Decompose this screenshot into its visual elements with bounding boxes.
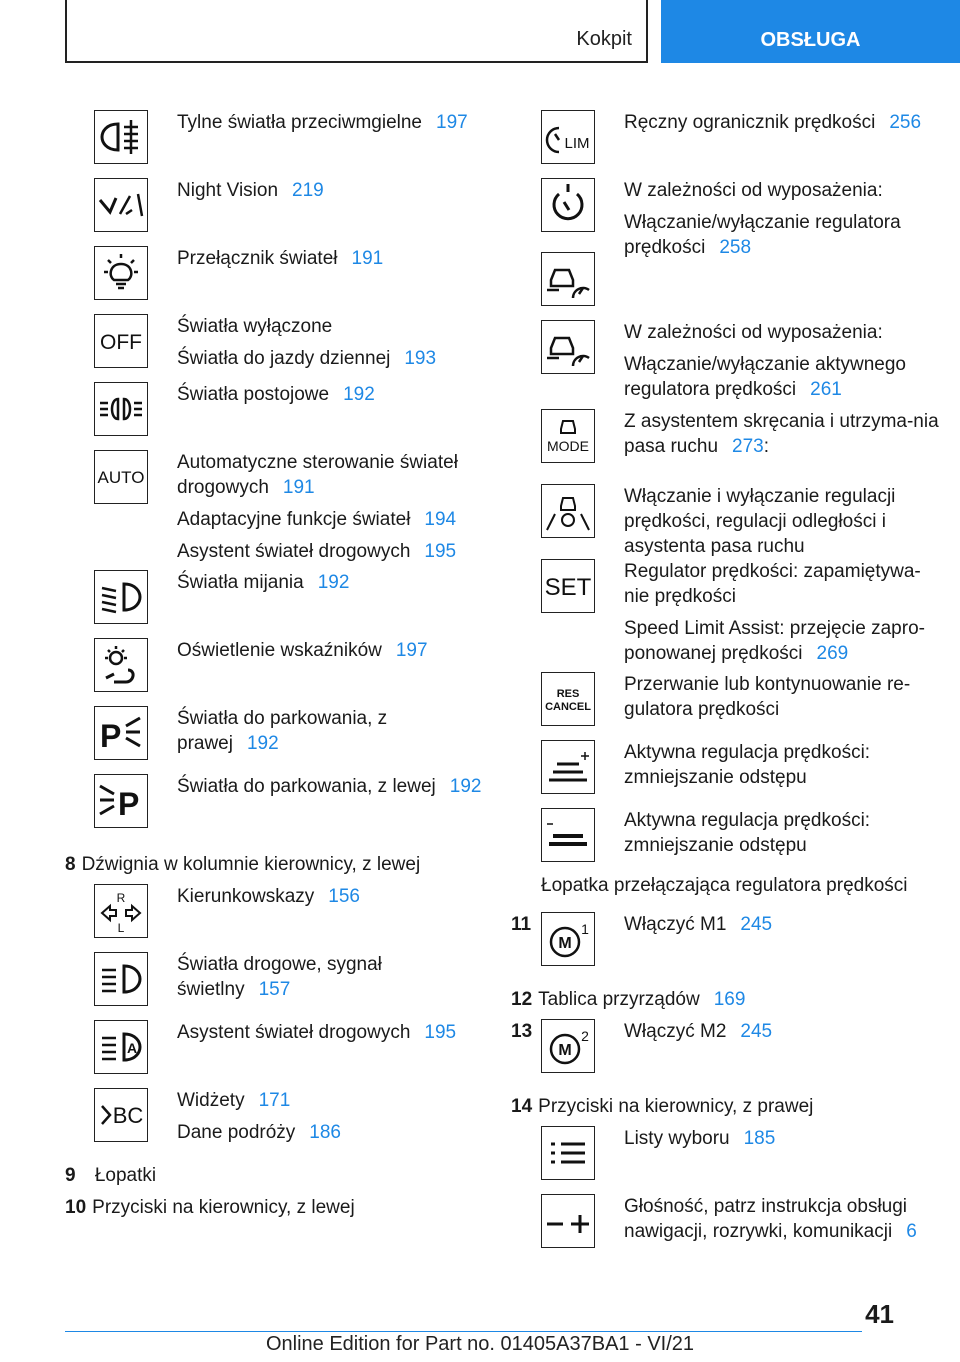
entry-res-cancel bbox=[541, 672, 941, 740]
item-8 bbox=[65, 852, 420, 877]
item-13 bbox=[541, 1019, 772, 1073]
speed-limiter-icon bbox=[541, 110, 595, 164]
item-number: 10 bbox=[65, 1197, 87, 1218]
item-9 bbox=[65, 1163, 156, 1188]
page-link[interactable]: 6 bbox=[906, 1221, 917, 1242]
left-column bbox=[94, 110, 494, 846]
entry-text: Światła mijania bbox=[177, 572, 304, 593]
page-link[interactable]: 261 bbox=[810, 379, 842, 400]
entry-active-cruise bbox=[541, 252, 941, 320]
entry-text: Widżety bbox=[177, 1090, 245, 1111]
page-link[interactable]: 194 bbox=[424, 509, 457, 530]
paddle-label: Łopatka przełączająca regulatora prędkości bbox=[541, 875, 908, 896]
page-link[interactable]: 197 bbox=[395, 640, 428, 661]
off-icon bbox=[94, 314, 148, 368]
entry-cruise-control bbox=[541, 178, 941, 258]
high-beam-icon bbox=[94, 952, 148, 1006]
chapter-tab[interactable]: OBSŁUGA bbox=[661, 0, 960, 63]
entry-set bbox=[541, 559, 941, 672]
list-icon bbox=[541, 1126, 595, 1180]
item-11-number: 11 bbox=[511, 914, 532, 935]
svg-text:SET: SET bbox=[544, 574, 592, 601]
entry-text: Z asystentem skręcania i utrzyma-nia pasa ruchu bbox=[624, 411, 939, 457]
entry-text: Włączanie i wyłączanie regulacji prędkości, regulacji odległości i asystenta pasa ruchu bbox=[624, 486, 896, 557]
bc-icon bbox=[94, 1088, 148, 1142]
entry-text: Kierunkowskazy bbox=[177, 886, 315, 907]
page-link[interactable]: 192 bbox=[343, 384, 375, 405]
header-box bbox=[65, 0, 648, 63]
entry-text: Automatyczne sterowanie świateł drogowych bbox=[177, 452, 458, 498]
page-link[interactable]: 191 bbox=[351, 248, 384, 269]
entry-text: Dane podróży bbox=[177, 1122, 296, 1143]
page-link[interactable]: 192 bbox=[246, 733, 279, 754]
entry-text: Regulator prędkości: zapamiętywa-nie prędkości bbox=[624, 561, 921, 607]
item-label: Przyciski na kierownicy, z prawej bbox=[538, 1096, 814, 1117]
svg-text:A: A bbox=[126, 1040, 138, 1056]
entry-text: Światła drogowe, sygnał świetlny bbox=[177, 954, 382, 1000]
active-cruise-icon bbox=[541, 252, 595, 306]
page-link[interactable]: 156 bbox=[328, 886, 360, 907]
svg-text:M: M bbox=[558, 1042, 572, 1059]
distance-plus-icon bbox=[541, 740, 595, 794]
item-14: 14 Przyciski na kierownicy, z prawej bbox=[511, 1096, 814, 1117]
low-beam-icon bbox=[94, 570, 148, 624]
entry-text: Asystent świateł drogowych bbox=[177, 1022, 411, 1043]
page-number: 41 bbox=[865, 1299, 894, 1329]
high-beam-assist-icon bbox=[94, 1020, 148, 1074]
entry-text: Adaptacyjne funkcje świateł bbox=[177, 509, 411, 530]
svg-text:2: 2 bbox=[581, 1028, 589, 1044]
page-link[interactable]: 245 bbox=[740, 914, 773, 935]
entry-instrument-lighting bbox=[94, 638, 494, 706]
item-label: Dźwignia w kolumnie kierownicy, z lewej bbox=[81, 854, 421, 875]
entry-low-beam bbox=[94, 570, 494, 638]
svg-text:LIM: LIM bbox=[564, 135, 590, 152]
page-link[interactable]: 245 bbox=[740, 1021, 773, 1042]
entry-text: Światła do parkowania, z lewej bbox=[177, 776, 436, 797]
svg-text:P: P bbox=[100, 718, 122, 754]
page-link[interactable]: 219 bbox=[292, 180, 324, 201]
entry-text: Night Vision bbox=[177, 180, 279, 201]
svg-text:MODE: MODE bbox=[547, 438, 589, 454]
entry-text: Światła postojowe bbox=[177, 384, 330, 405]
svg-text:P: P bbox=[118, 786, 140, 822]
item-number: 8 bbox=[65, 854, 76, 875]
entry-text: Asystent świateł drogowych bbox=[177, 541, 411, 562]
entry-parking-left bbox=[94, 774, 494, 846]
svg-text:AUTO: AUTO bbox=[97, 468, 145, 487]
entry-speed-limiter bbox=[541, 110, 941, 178]
svg-text:CANCEL: CANCEL bbox=[545, 701, 591, 713]
page-link[interactable]: 195 bbox=[424, 541, 457, 562]
footer-text: Online Edition for Part no. 01405A37BA1 - VI/21 bbox=[265, 1333, 695, 1355]
entry-volume bbox=[541, 1194, 941, 1262]
parking-lights-icon bbox=[94, 382, 148, 436]
page-link[interactable]: 171 bbox=[258, 1090, 291, 1111]
item-label: Łopatki bbox=[94, 1165, 157, 1186]
entry-text: Speed Limit Assist: przejęcie zapro-ponowanej prędkości bbox=[624, 618, 925, 664]
res-cancel-icon bbox=[541, 672, 595, 726]
page-link[interactable]: 195 bbox=[424, 1022, 457, 1043]
entry-text: Włączyć M1 bbox=[624, 914, 727, 935]
entry-text: Światła wyłączone bbox=[177, 316, 333, 337]
entry-mode: MODE Z asystentem skręcania i utrzyma-nia pasa ruchu 273: bbox=[541, 409, 941, 484]
entry-list bbox=[541, 1126, 941, 1194]
entry-text: Przerwanie lub kontynuowanie re-gulatora prędkości bbox=[624, 674, 911, 720]
entry-text: Światła do parkowania, z prawej bbox=[177, 708, 388, 754]
page-link[interactable]: 256 bbox=[889, 112, 922, 133]
item-13-number: 13 bbox=[511, 1021, 533, 1042]
entry-text: Głośność, patrz instrukcja obsługi nawigacji, rozrywki, komunikacji bbox=[624, 1196, 908, 1242]
entry-lights-off bbox=[94, 314, 494, 382]
footer-divider bbox=[65, 1331, 862, 1332]
entry-distance-plus bbox=[541, 740, 941, 808]
parking-light-left-icon bbox=[94, 774, 148, 828]
active-cruise-icon-2 bbox=[541, 320, 595, 374]
entry-turn-signal bbox=[94, 884, 494, 952]
entry-text: Włączanie/wyłączanie regulatora prędkości bbox=[624, 212, 901, 258]
entry-text: Ręczny ogranicznik prędkości bbox=[624, 112, 876, 133]
page-link[interactable]: 169 bbox=[713, 989, 746, 1010]
page-link[interactable]: 186 bbox=[309, 1122, 341, 1143]
svg-text:M: M bbox=[558, 935, 572, 952]
page-link[interactable]: 157 bbox=[258, 979, 291, 1000]
page-link[interactable]: 185 bbox=[743, 1128, 776, 1149]
entry-night-vision bbox=[94, 178, 494, 246]
entry-text: Przełącznik świateł bbox=[177, 248, 338, 269]
entry-active-cruise-2 bbox=[541, 320, 941, 409]
item-label: Przyciski na kierownicy, z lewej bbox=[92, 1197, 355, 1218]
entry-lane-assist bbox=[541, 484, 941, 559]
item-number: 9 bbox=[65, 1165, 76, 1186]
section-title: Kokpit bbox=[576, 28, 632, 50]
entry-text: W zależności od wyposażenia: bbox=[624, 322, 883, 343]
set-icon bbox=[541, 559, 595, 613]
page-link[interactable]: 192 bbox=[449, 776, 482, 797]
entry-parking-lights bbox=[94, 382, 494, 450]
entry-text: W zależności od wyposażenia: bbox=[624, 180, 883, 201]
page-link[interactable]: 258 bbox=[719, 237, 752, 258]
entry-text: Światła do jazdy dziennej bbox=[177, 348, 391, 369]
rear-fog-light-icon bbox=[94, 110, 148, 164]
entry-text: Włączyć M2 bbox=[624, 1021, 727, 1042]
entry-auto bbox=[94, 450, 494, 570]
svg-text:1: 1 bbox=[581, 921, 589, 937]
volume-icon bbox=[541, 1194, 595, 1248]
entry-distance-minus bbox=[541, 808, 941, 880]
auto-icon bbox=[94, 450, 148, 504]
item8-entries bbox=[94, 884, 494, 1156]
entry-text: Aktywna regulacja prędkości: zmniejszanie odstępu bbox=[624, 742, 871, 788]
parking-light-right-icon bbox=[94, 706, 148, 760]
item-11 bbox=[541, 912, 772, 966]
page-link[interactable]: 269 bbox=[816, 643, 849, 664]
lane-assist-icon bbox=[541, 484, 595, 538]
instrument-lighting-icon bbox=[94, 638, 148, 692]
m2-icon bbox=[541, 1019, 595, 1073]
page-link[interactable]: 193 bbox=[404, 348, 437, 369]
item-label: Tablica przyrządów bbox=[538, 989, 700, 1010]
entry-high-beam bbox=[94, 952, 494, 1020]
entry-high-beam-assist bbox=[94, 1020, 494, 1088]
entry-bc bbox=[94, 1088, 494, 1156]
distance-minus-icon bbox=[541, 808, 595, 862]
item-10 bbox=[65, 1195, 355, 1220]
entry-rear-fog bbox=[94, 110, 494, 178]
entry-light-switch bbox=[94, 246, 494, 314]
page-link[interactable]: 192 bbox=[317, 572, 350, 593]
mode-icon bbox=[541, 409, 595, 463]
page-link[interactable]: 197 bbox=[436, 112, 468, 133]
page-link[interactable]: 273 bbox=[732, 436, 764, 457]
entry-text: Tylne światła przeciwmgielne bbox=[177, 112, 422, 133]
svg-text:R: R bbox=[116, 891, 126, 905]
svg-text:BC: BC bbox=[112, 1103, 144, 1128]
entry-parking-right bbox=[94, 706, 494, 774]
page-link[interactable]: 191 bbox=[282, 477, 315, 498]
light-switch-icon bbox=[94, 246, 148, 300]
night-vision-icon bbox=[94, 178, 148, 232]
entry-text: Listy wyboru bbox=[624, 1128, 730, 1149]
cruise-control-icon bbox=[541, 178, 595, 232]
entry-text: Aktywna regulacja prędkości: zmniejszanie odstępu bbox=[624, 810, 871, 856]
svg-text:OFF: OFF bbox=[100, 331, 142, 354]
entry-text: Włączanie/wyłączanie aktywnego regulatora prędkości bbox=[624, 354, 906, 400]
right-column bbox=[541, 110, 941, 880]
svg-text:L: L bbox=[117, 921, 125, 935]
turn-signal-icon bbox=[94, 884, 148, 938]
m1-icon bbox=[541, 912, 595, 966]
item14-entries bbox=[541, 1126, 941, 1262]
item-12: 12 Tablica przyrządów 169 bbox=[511, 989, 746, 1010]
entry-text: Oświetlenie wskaźników bbox=[177, 640, 382, 661]
svg-text:RES: RES bbox=[556, 688, 580, 700]
